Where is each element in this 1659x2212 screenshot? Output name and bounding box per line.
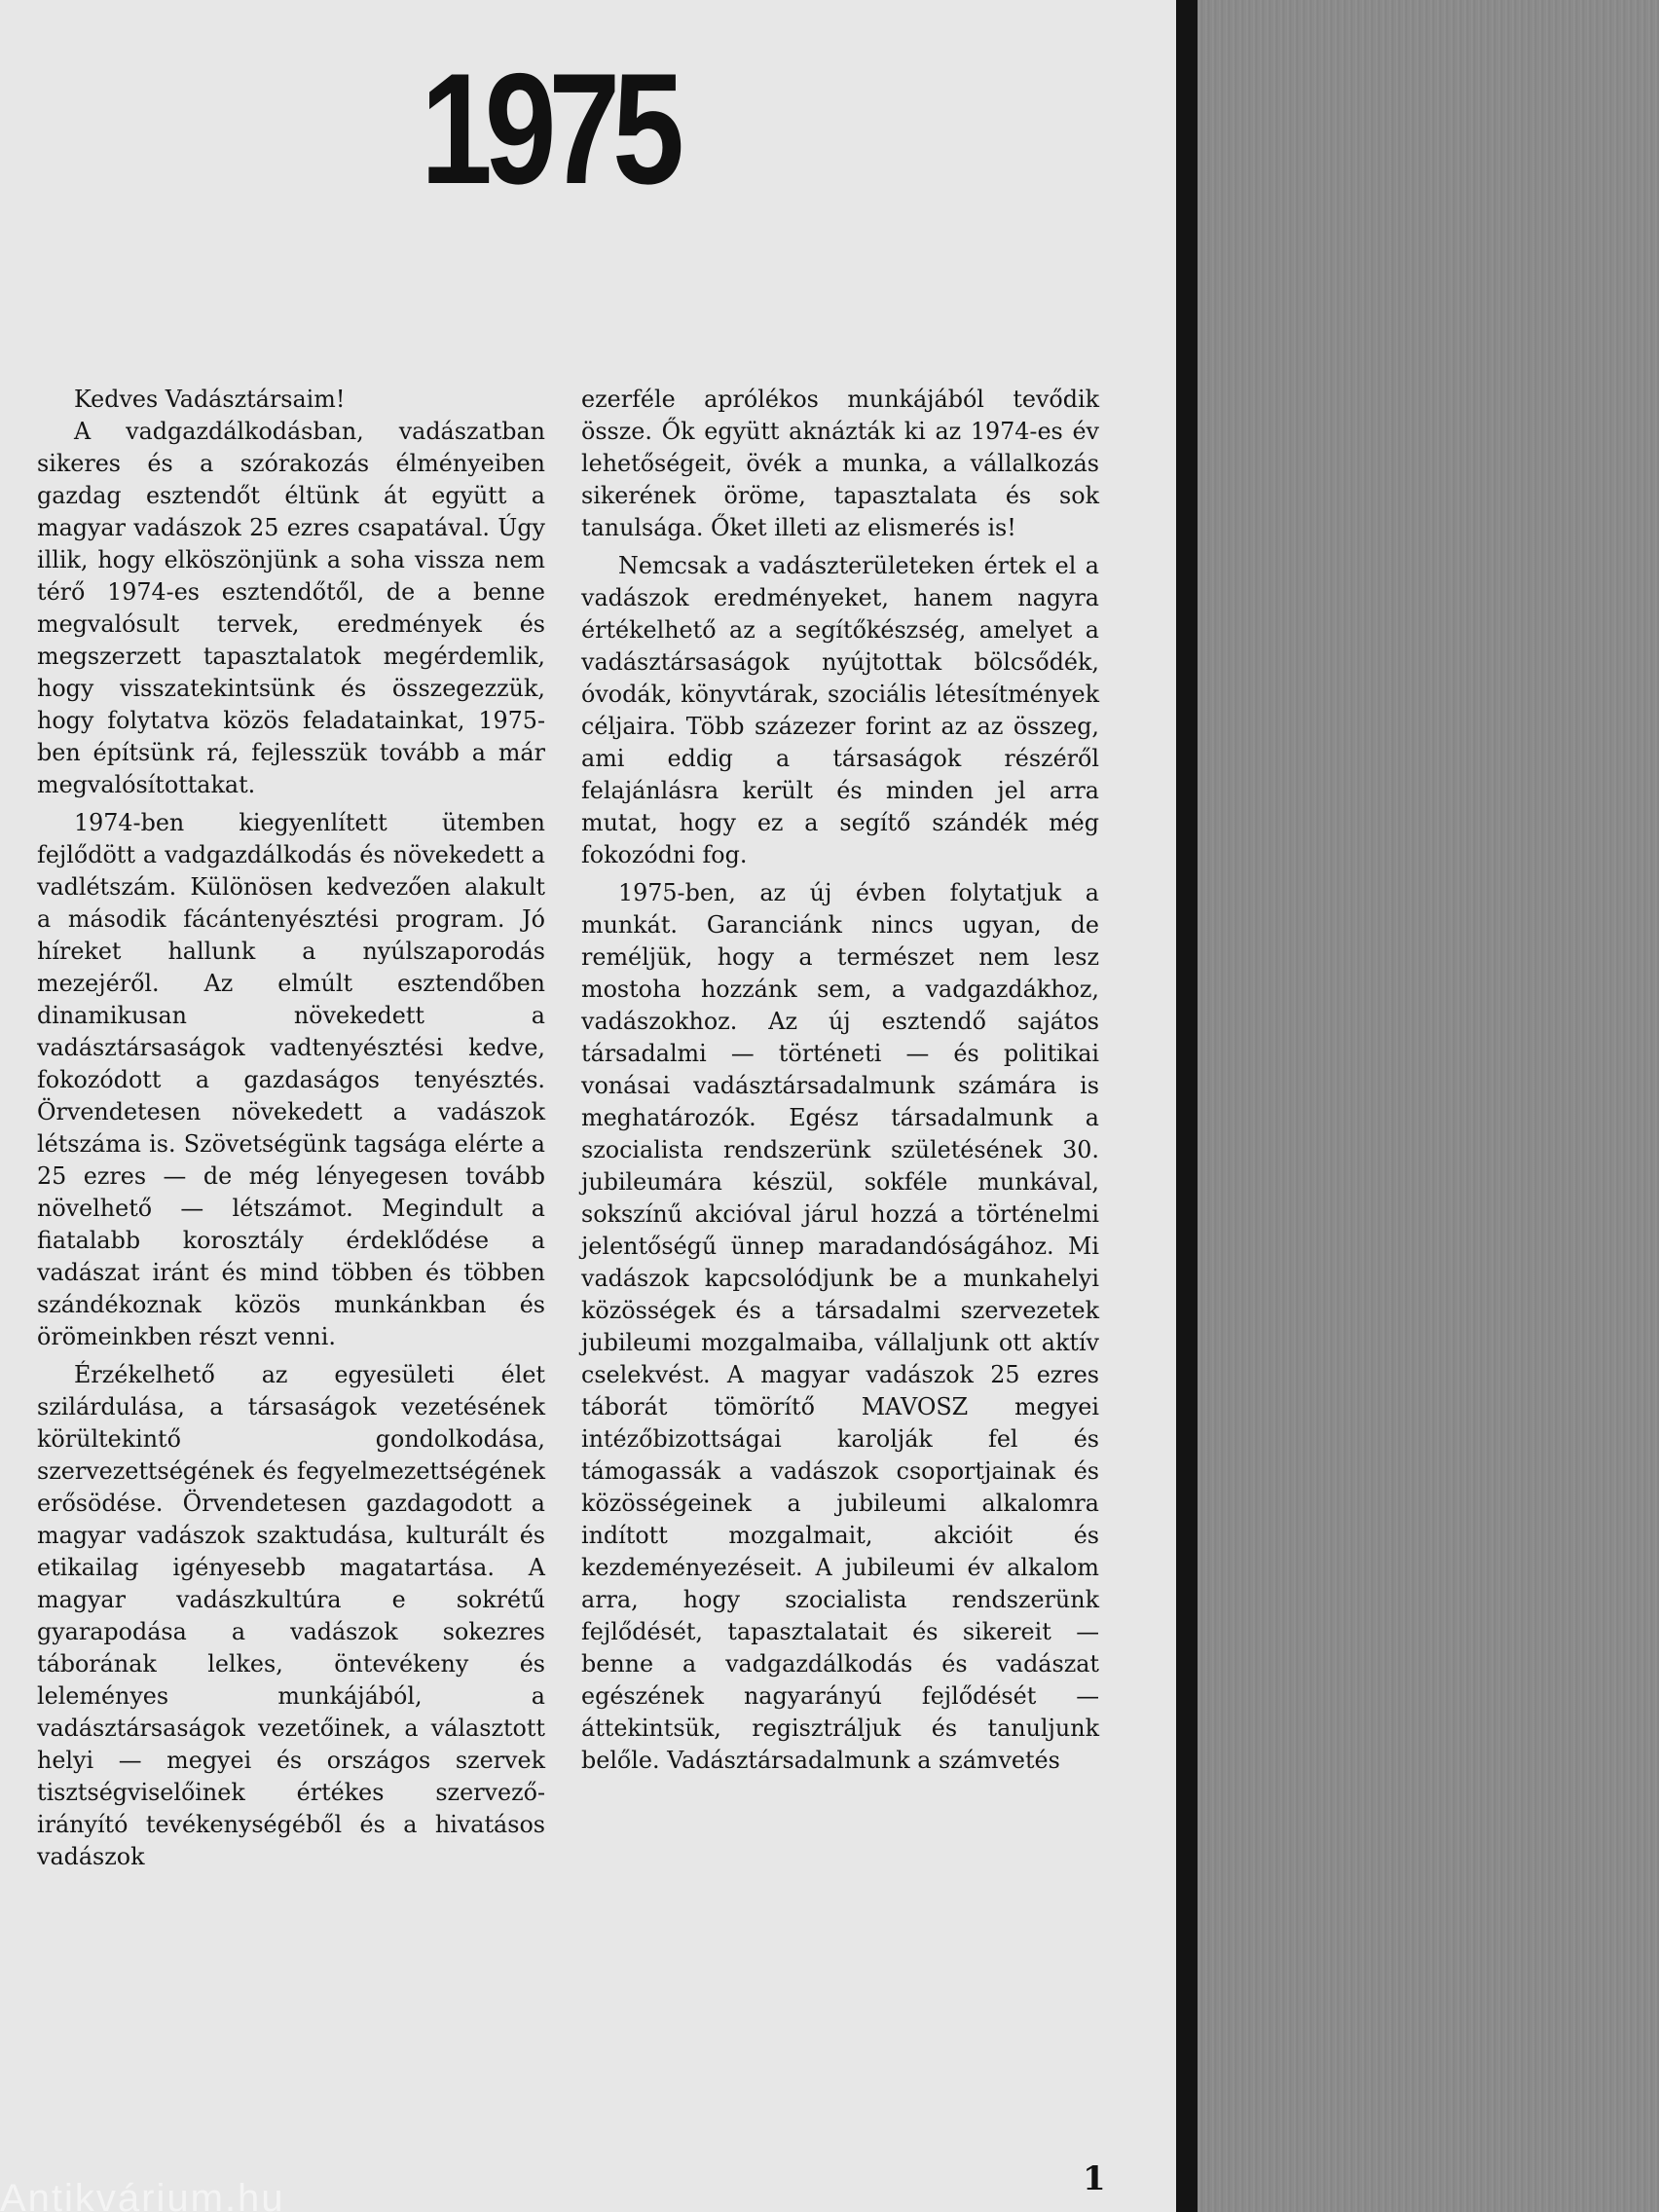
page-title: 1975 xyxy=(421,41,677,217)
page-number: 1 xyxy=(1083,2159,1106,2198)
paragraph: Nemcsak a vadászterületeken értek el a vadászok eredményeket, hanem nagyra értékelhető az a segítőkészség, amelyet a vadásztársaságok nyújtottak bölcsődék, óvodák, könyvtárak, szociális létesítmények céljaira. Több százezer forint az az összeg, ami eddig a társaságok részéről felajánlásra került és minden jel arra mutat, hogy ez a segítő szándék még fokozódni fog. xyxy=(581,552,1099,868)
left-text-column xyxy=(37,384,545,1879)
paragraph-continuation: ezerféle aprólékos munkájából tevődik össze. Ők együtt aknázták ki az 1974-es év lehetőségeit, övék a munka, a vállalkozás sikerének öröme, tapasztalata és sok tanulsága. Őket illeti az elismerés is! xyxy=(581,386,1099,541)
paragraph: A vadgazdálkodásban, vadászatban sikeres és a szórakozás élményeiben gazdag esztendőt éltünk át együtt a magyar vadászok 25 ezres csapatával. Úgy illik, hogy elköszönjünk a soha vissza nem térő 1974-es esztendőtől, de a benne megvalósult tervek, eredmények és megszerzett tapasztalatok megérdemlik, hogy visszatekintsünk és összegezzük, hogy folytatva közös feladatainkat, 1975-ben építsünk rá, fejlesszük tovább a már megvalósítottakat. xyxy=(37,418,545,798)
background-surface xyxy=(1198,0,1659,2212)
watermark: Antikvárium.hu xyxy=(0,2177,285,2212)
paragraph: 1975-ben, az új évben folytatjuk a munkát. Garanciánk nincs ugyan, de reméljük, hogy a természet nem lesz mostoha hozzánk sem, a vadgazdákhoz, vadászokhoz. Az új esztendő sajátos társadalmi — történeti — és politikai vonásai vadásztársadalmunk számára is meghatározók. Egész társadalmunk a szocialista rendszerünk születésének 30. jubileumára készül, sokféle munkával, sokszínű akcióval járul hozzá a történelmi jelentőségű ünnep maradandóságához. Mi vadászok kapcsolódjunk be a munkahelyi közösségek és a társadalmi szervezetek jubileumi mozgalmaiba, vállaljunk ott aktív cselekvést. A magyar vadászok 25 ezres táborát tömörítő MAVOSZ megyei intézőbizottságai karolják fel és támogassák a vadászok csoportjainak és közösségeinek a jubileumi alkalomra indított mozgalmait, akcióit és kezdeményezéseit. A jubileumi év alkalom arra, hogy szocialista rendszerünk fejlődését, tapasztalatait és sikereit — benne a vadgazdálkodás és vadászat egészének nagyarányú fejlődését — áttekintsük, regisztráljuk és tanuljunk belőle. Vadásztársadalmunk a számvetés xyxy=(581,879,1099,1774)
paragraph: 1974-ben kiegyenlített ütemben fejlődött a vadgazdálkodás és növekedett a vadlétszám. Különösen kedvezően alakult a második fácántenyésztési program. Jó híreket hallunk a nyúlszaporodás mezejéről. Az elmúlt esztendőben dinamikusan növekedett a vadásztársaságok vadtenyésztési kedve, fokozódott a gazdaságos tenyésztés. Örvendetesen növekedett a vadászok létszáma is. Szövetségünk tagsága elérte a 25 ezres — de még lényegesen tovább növelhető — létszámot. Megindult a fiatalabb korosztály érdeklődése a vadászat iránt és mind többen és többen szándékoznak közös munkánkban és örömeinkben részt venni. xyxy=(37,809,545,1350)
page-edge-shadow xyxy=(1176,0,1198,2212)
paragraph: Érzékelhető az egyesületi élet szilárdulása, a társaságok vezetésének körültekintő gondolkodása, szervezettségének és fegyelmezettségének erősödése. Örvendetesen gazdagodott a magyar vadászok szaktudása, kulturált és etikailag igényesebb magatartása. A magyar vadászkultúra e sokrétű gyarapodása a vadászok sokezres táborának lelkes, öntevékeny és leleményes munkájából, a vadásztársaságok vezetőinek, a választott helyi — megyei és országos szervek tisztségviselőinek értékes szervező-irányító tevékenységéből és a hivatásos vadászok xyxy=(37,1361,545,1870)
salutation: Kedves Vadásztársaim! xyxy=(74,386,346,413)
right-text-column xyxy=(581,384,1099,1783)
